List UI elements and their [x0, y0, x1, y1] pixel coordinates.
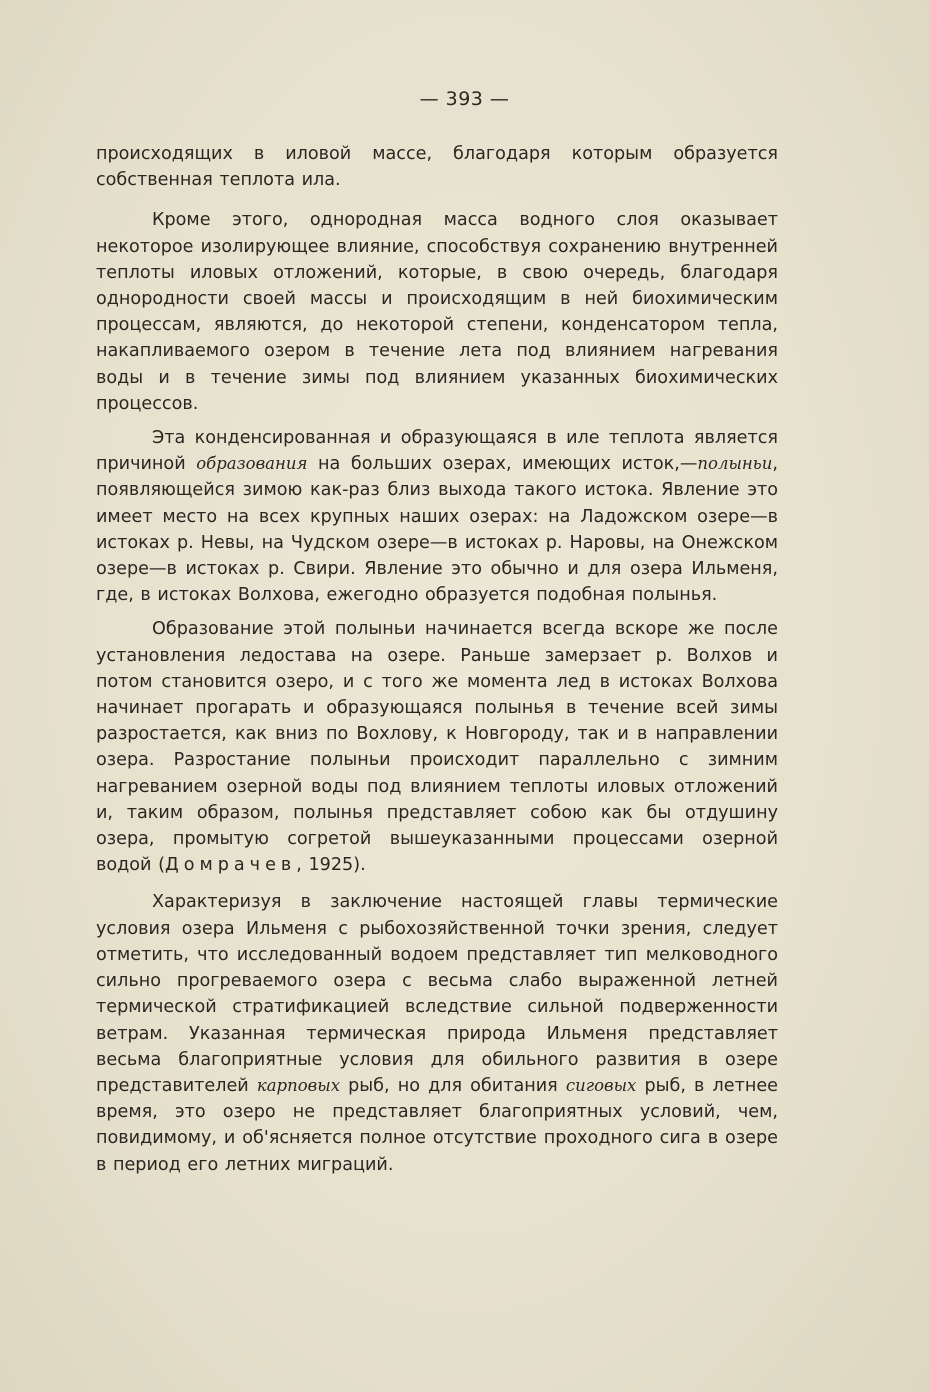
paragraph-3-text-c: , появляющейся зимою как-раз близ выхода такого истока. Явление это имеет место на всех крупных наших озерах: на Ладожском озере—в истоках р. Невы, на Чудском озере—в истоках р. Наровы, на Онежском озере—в истоках р. Свири. Явление это обычно и для озера Ильменя, где, в истоках Волхова, ежегодно образуется подобная полынья. [96, 454, 778, 606]
paragraph-4 [96, 616, 778, 878]
paragraph-2: Кроме этого, однородная масса водного слоя оказывает некоторое изолирующее влияние, способствуя сохранению внутренней теплоты иловых отложений, которые, в свою очередь, благодаря однородности своей массы и происходящим в ней биохимическим процессам, являются, до некоторой степени, конденсатором тепла, накапливаемого озером в течение лета под влиянием нагревания воды и в течение зимы под влиянием указанных биохимических процессов. [96, 210, 778, 414]
paragraph-4-text-a: Образование этой полыньи начинается всегда вскоре же после установления ледостава на озере. Раньше замерзает р. Волхов и потом становится озеро, и с того же момента лед в истоках Волхова начинает прогарать и образующаяся полынья в течение всей зимы разростается, как вниз по Вохлову, к Новгороду, так и в направлении озера. Разростание полыньи происходит параллельно с зимним нагреванием озерной воды под влиянием теплоты иловых отложений и, таким образом, полынья представляет собою как бы отдушину озера, промытую согретой вышеуказанными процессами озерной водой ( [96, 619, 778, 876]
italic-term-sigovyh: сиговых [565, 1075, 637, 1095]
paragraph-5-text-a: Характеризуя в заключение настоящей главы термические условия озера Ильменя с рыбохозяйственной точки зрения, следует отметить, что исследованный водоем представляет тип мелководного сильно прогреваемого озера с весьма слабо выраженной летней термической стратификацией вследствие сильной подверженности ветрам. Указанная термическая природа Ильменя представляет весьма благоприятные условия для обильного развития в озере представителей [96, 892, 778, 1096]
page-number: — 393 — [419, 88, 510, 110]
paragraph-5-text-c: рыб, в летнее время, это озеро не представляет благоприятных условий, чем, повидимому, и об'ясняется полное отсутствие проходного сига в озере в период его летних миграций. [96, 1075, 778, 1175]
author-name-spaced: Домрачев [164, 855, 297, 876]
italic-term-obrazovaniya: образования [196, 454, 308, 474]
paragraph-5 [96, 889, 778, 1177]
paragraph-3-text-b: на больших озерах, имеющих исток,— [307, 454, 698, 475]
paragraph-3-text-a: Эта конденсированная и образующаяся в иле теплота является причиной [96, 428, 778, 475]
italic-term-karpovyh: карповых [256, 1075, 341, 1095]
paragraph-1: происходящих в иловой массе, благодаря которым образуется собственная теплота ила. [96, 144, 778, 191]
paragraph-4-text-b: , 1925). [296, 855, 366, 876]
italic-term-polynyi: полыньи [697, 454, 773, 474]
paragraph-5-text-b: рыб, но для обитания [340, 1075, 566, 1096]
paragraph-3 [96, 425, 778, 608]
body-text [96, 141, 778, 1178]
